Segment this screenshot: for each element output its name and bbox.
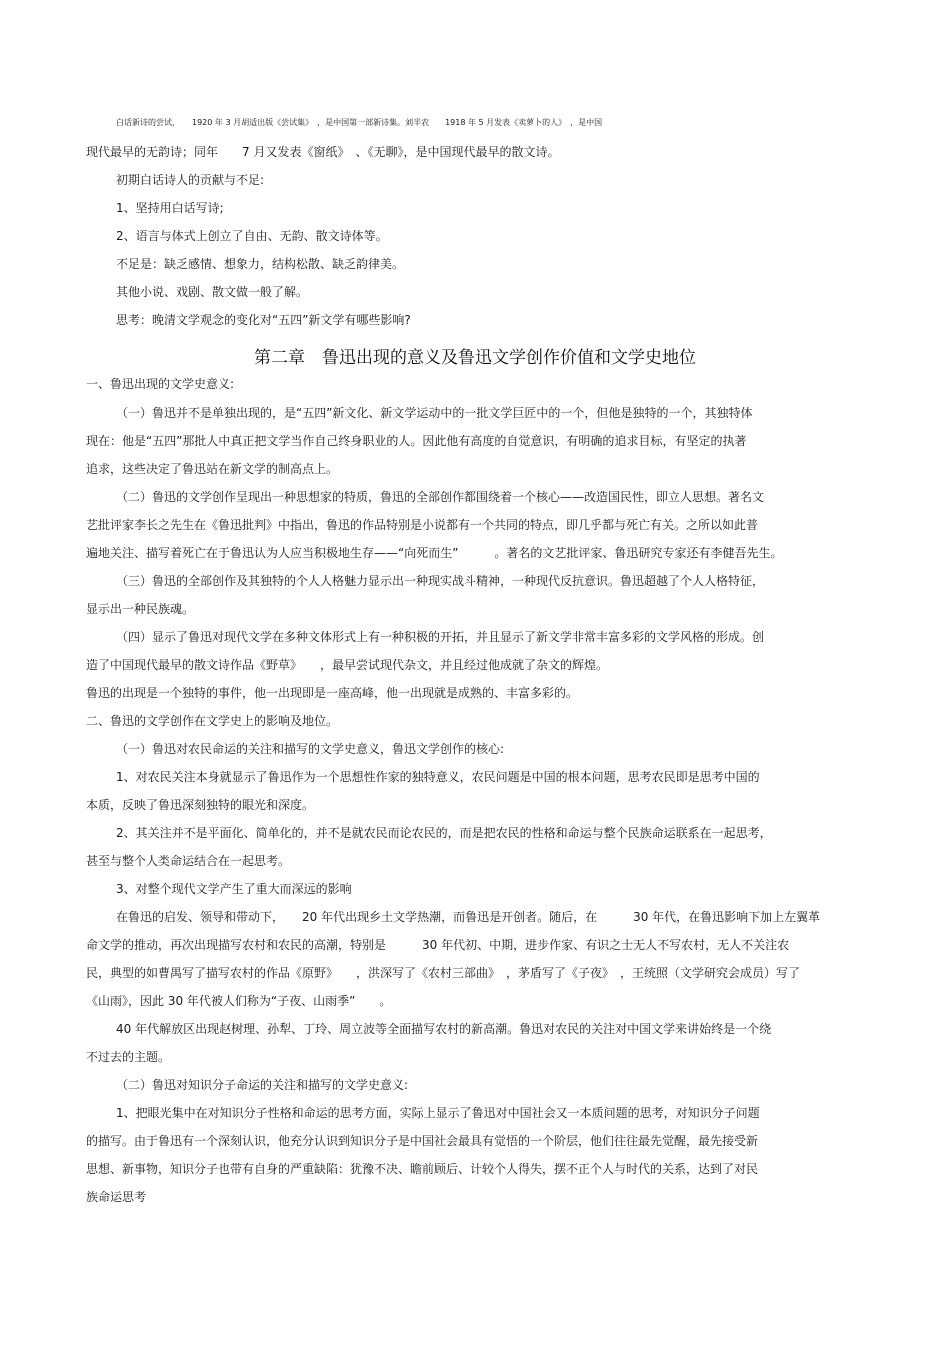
paragraph-line: 其他小说、戏剧、散文做一般了解。 xyxy=(116,285,309,299)
paragraph-line: 造了中国现代最早的散文诗作品《野草》 ，最早尝试现代杂文，并且经过他成就了杂文的辉煌。 xyxy=(86,658,609,672)
paragraph-line: 1、把眼光集中在对知识分子性格和命运的思考方面，实际上显示了鲁迅对中国社会又一本质问题的思考，对知识分子问题 xyxy=(116,1106,760,1120)
paragraph-line: （二）鲁迅的文学创作呈现出一种思想家的特质，鲁迅的全部创作都围绕着一个核心——改造国民性，即立人思想。著名文 xyxy=(116,490,765,504)
paragraph-line: 白话新诗的尝试， 1920 年 3 月胡适出版《尝试集》 ，是中国第一部新诗集。刘半农 1918 年 5 月发表《卖萝卜的人》 ，是中国 xyxy=(116,118,603,127)
list-item: 2、语言与体式上创立了自由、无韵、散文诗体等。 xyxy=(116,229,388,243)
chapter-title: 第二章 鲁迅出现的意义及鲁迅文学创作价值和文学史地位 xyxy=(254,348,696,368)
paragraph-line: 艺批评家李长之先生在《鲁迅批判》中指出，鲁迅的作品特别是小说都有一个共同的特点，即几乎都与死亡有关。之所以如此普 xyxy=(86,518,759,532)
subsection-heading: （二）鲁迅对知识分子命运的关注和描写的文学史意义: xyxy=(116,1078,409,1092)
paragraph-line: 不足是：缺乏感情、想象力，结构松散、缺乏韵律美。 xyxy=(116,257,405,271)
paragraph-line: （三）鲁迅的全部创作及其独特的个人人格魅力显示出一种现实战斗精神，一种现代反抗意识。鲁迅超越了个人人格特征， xyxy=(116,574,765,588)
paragraph-line: 族命运思考 xyxy=(86,1190,147,1204)
paragraph-line: 遍地关注、描写着死亡在于鲁迅认为人应当积极地生存——“向死而生” 。著名的文艺批评家、鲁迅研究专家还有李健吾先生。 xyxy=(86,546,783,560)
paragraph-line: 在鲁迅的启发、领导和带动下， 20 年代出现乡土文学热潮，而鲁迅是开创者。随后，在 30 年代，在鲁迅影响下加上左翼革 xyxy=(116,910,821,924)
paragraph-line: 本质，反映了鲁迅深刻独特的眼光和深度。 xyxy=(86,798,315,812)
section-heading: 二、鲁迅的文学创作在文学史上的影响及地位。 xyxy=(86,714,339,728)
paragraph-line: 2、其关注并不是平面化、简单化的，并不是就农民而论农民的，而是把农民的性格和命运与整个民族命运联系在一起思考， xyxy=(116,826,772,840)
paragraph-line: 3、对整个现代文学产生了重大而深远的影响 xyxy=(116,882,352,896)
paragraph-line: 甚至与整个人类命运结合在一起思考。 xyxy=(86,854,291,868)
list-item: 1、坚持用白话写诗; xyxy=(116,201,224,215)
paragraph-line: 40 年代解放区出现赵树理、孙犁、丁玲、周立波等全面描写农村的新高潮。鲁迅对农民的关注对中国文学来讲始终是一个绕 xyxy=(116,1022,772,1036)
paragraph-line: 命文学的推动，再次出现描写农村和农民的高潮，特别是 30 年代初、中期，进步作家、有识之士无人不写农村，无人不关注农 xyxy=(86,938,790,952)
paragraph-line: （一）鲁迅并不是单独出现的，是“五四”新文化、新文学运动中的一批文学巨匠中的一个，但他是独特的一个，其独特体 xyxy=(116,406,753,420)
paragraph-line: 初期白话诗人的贡献与不足: xyxy=(116,173,265,187)
paragraph-line: 民，典型的如曹禺写了描写农村的作品《原野》 ，洪深写了《农村三部曲》 ，茅盾写了《子夜》 ，王统照（文学研究会成员）写了 xyxy=(86,966,801,980)
paragraph-line: 追求，这些决定了鲁迅站在新文学的制高点上。 xyxy=(86,462,339,476)
subsection-heading: （一）鲁迅对农民命运的关注和描写的文学史意义，鲁迅文学创作的核心: xyxy=(116,742,505,756)
paragraph-line: 的描写。由于鲁迅有一个深刻认识，他充分认识到知识分子是中国社会最具有觉悟的一个阶层，他们往往最先觉醒，最先接受新 xyxy=(86,1134,759,1148)
paragraph-line: （四）显示了鲁迅对现代文学在多种文体形式上有一种积极的开拓，并且显示了新文学非常丰富多彩的文学风格的形成。创 xyxy=(116,630,765,644)
paragraph-line: 不过去的主题。 xyxy=(86,1050,171,1064)
section-heading: 一、鲁迅出现的文学史意义: xyxy=(86,377,235,391)
paragraph-line: 现代最早的无韵诗；同年 7 月又发表《窗纸》 、《无聊》，是中国现代最早的散文诗。 xyxy=(86,145,560,159)
paragraph-line: 鲁迅的出现是一个独特的事件，他一出现即是一座高峰，他一出现就是成熟的、丰富多彩的。 xyxy=(86,686,579,700)
paragraph-line: 思想、新事物，知识分子也带有自身的严重缺陷：犹豫不决、瞻前顾后、计较个人得失，摆不正个人与时代的关系，达到了对民 xyxy=(86,1162,759,1176)
paragraph-line: 《山雨》，因此 30 年代被人们称为“子夜、山雨季” 。 xyxy=(86,994,392,1008)
paragraph-line: 1、对农民关注本身就显示了鲁迅作为一个思想性作家的独特意义，农民问题是中国的根本问题，思考农民即是思考中国的 xyxy=(116,770,760,784)
paragraph-line: 现在：他是“五四”那批人中真正把文学当作自己终身职业的人。因此他有高度的自觉意识，有明确的追求目标，有坚定的执著 xyxy=(86,434,747,448)
paragraph-line: 思考：晚清文学观念的变化对“五四”新文学有哪些影响? xyxy=(116,313,411,327)
paragraph-line: 显示出一种民族魂。 xyxy=(86,602,195,616)
